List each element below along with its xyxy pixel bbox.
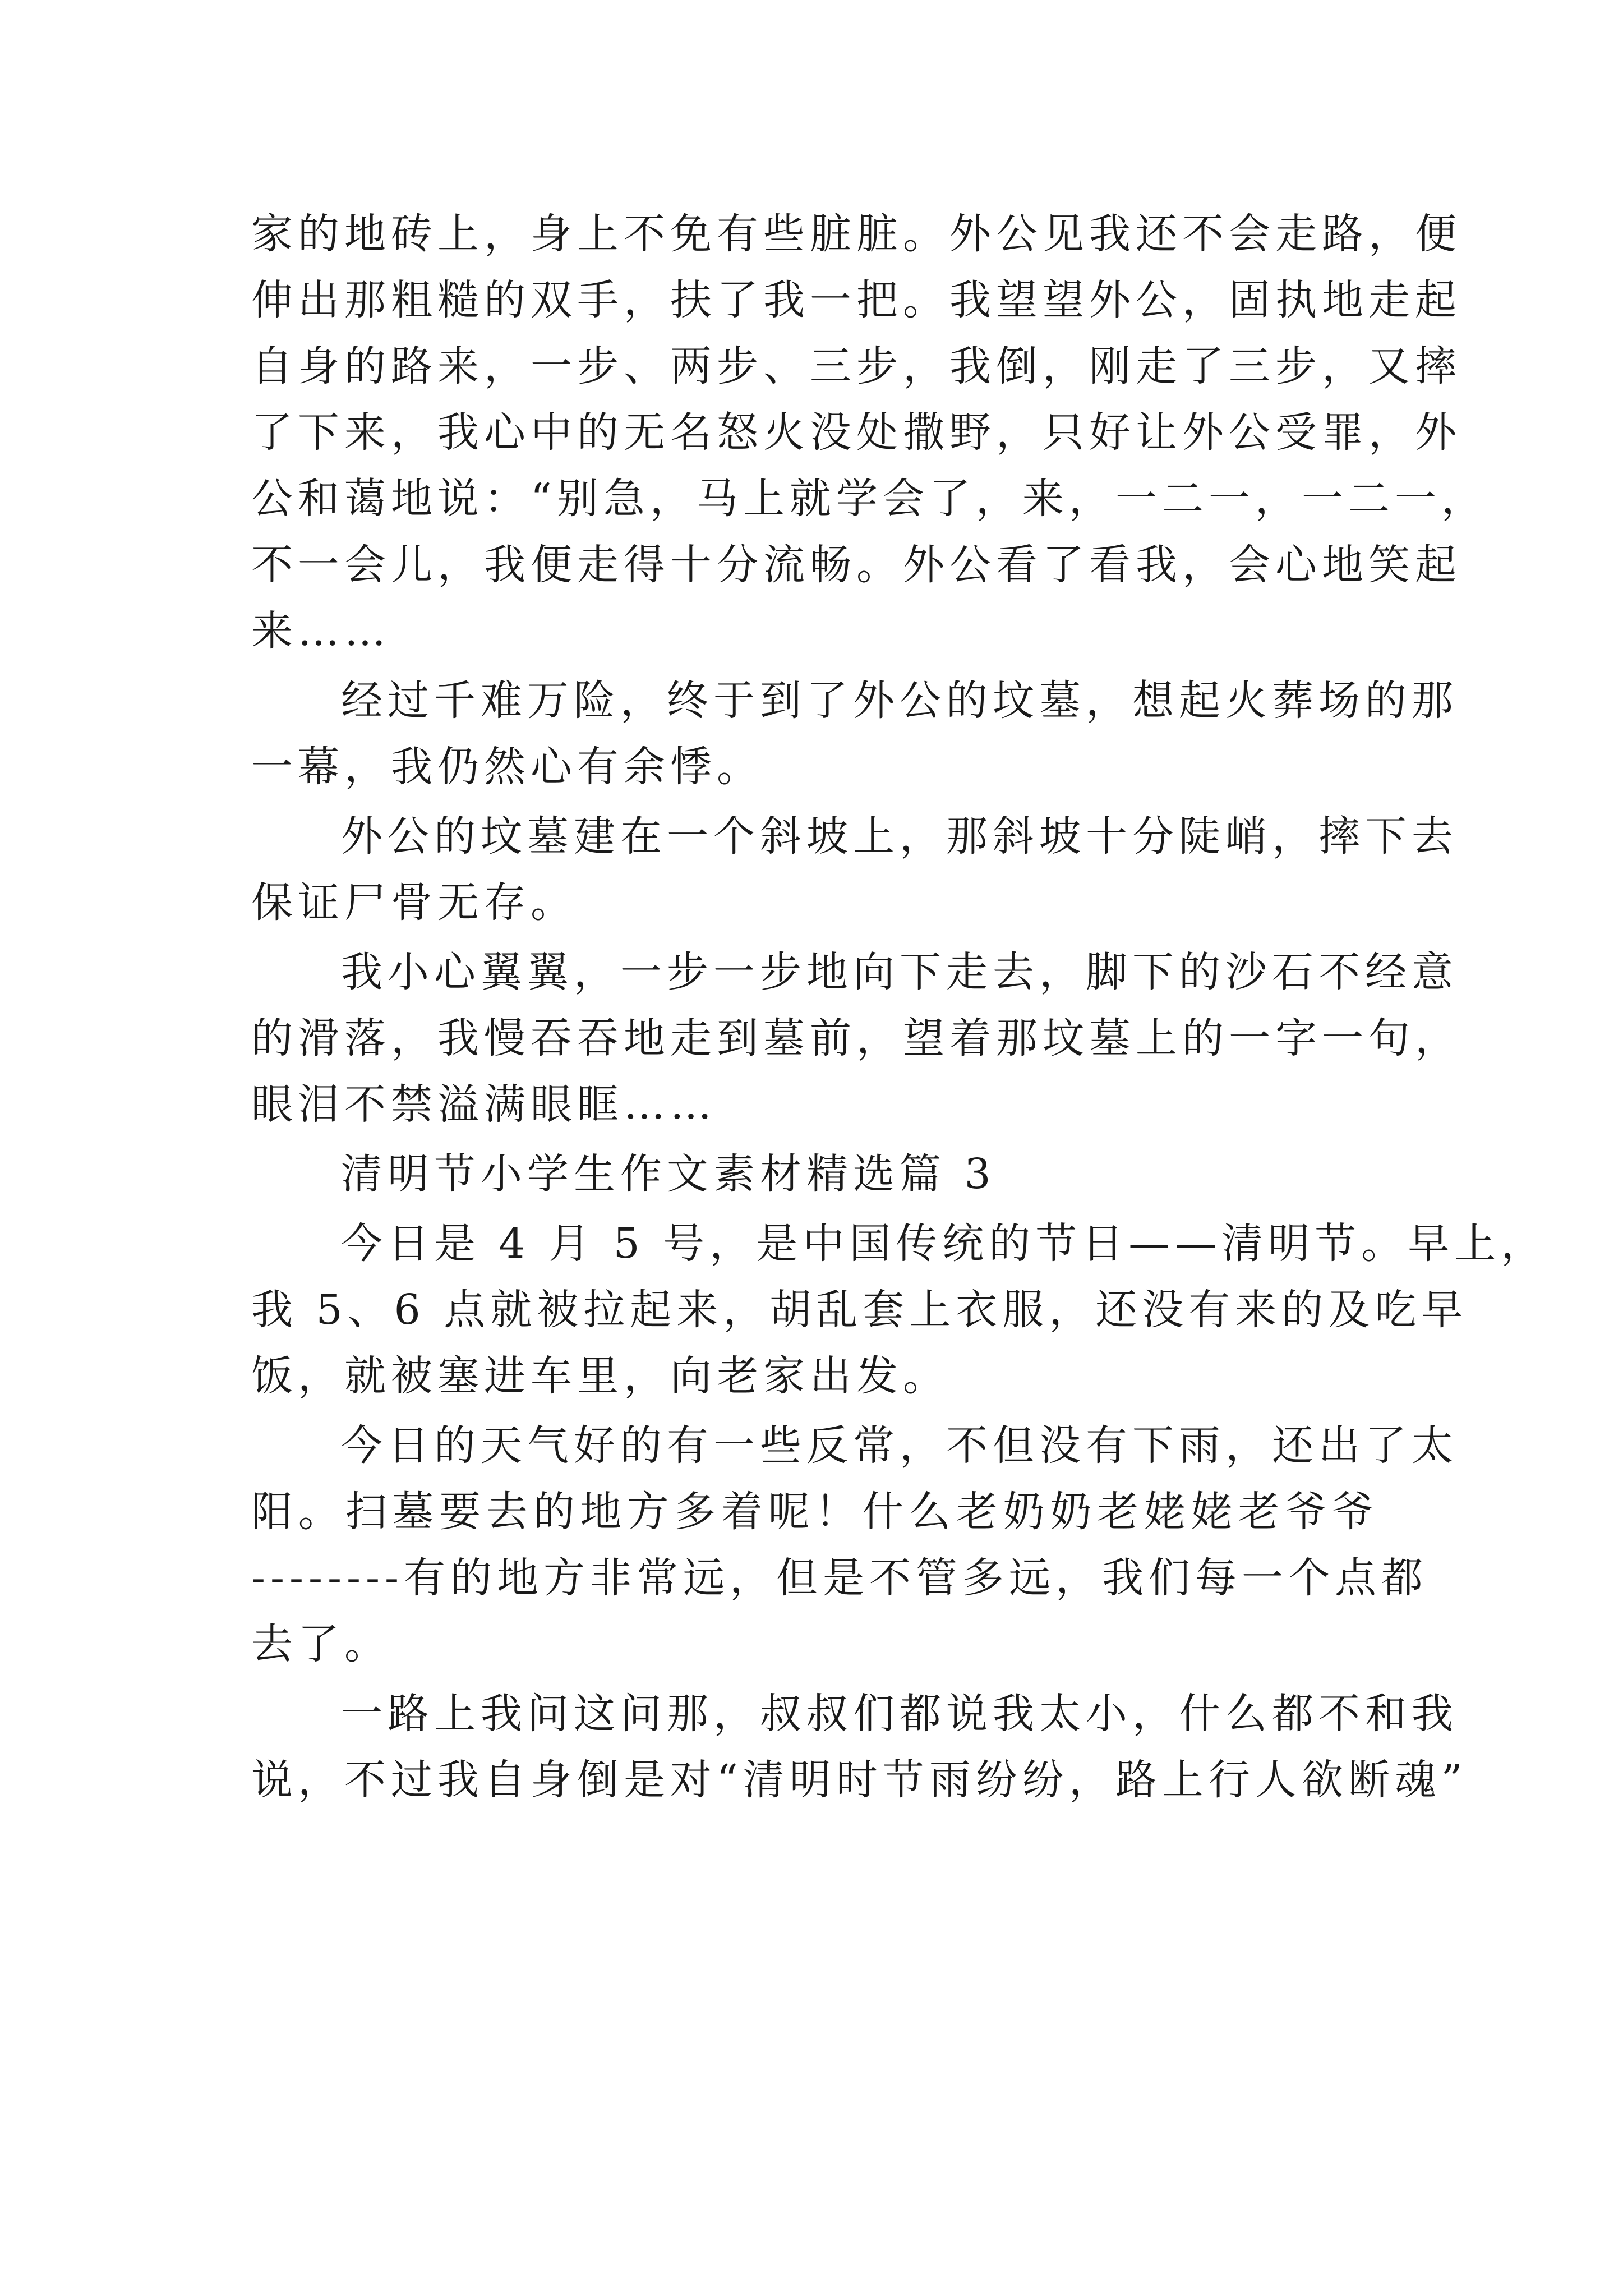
text-line: 饭，就被塞进车里，向老家出发。 [251, 1352, 949, 1400]
paragraph [251, 803, 1458, 936]
paragraph [251, 201, 1488, 664]
paragraph [251, 939, 1461, 1138]
text-line: 公和蔼地说：“别急，马上就学会了，来，一二一，一二一， [251, 475, 1488, 523]
text-line: 我小心翼翼，一步一步地向下走去，脚下的沙石不经意 [341, 948, 1458, 996]
text-line: 今日的天气好的有一些反常，不但没有下雨，还出了太 [341, 1421, 1458, 1470]
text-line: 阳。扫墓要去的地方多着呢！什么老奶奶老姥姥老爷爷 [251, 1488, 1378, 1536]
text-line: 说，不过我自身倒是对“清明时节雨纷纷，路上行人欲断魂” [251, 1756, 1468, 1804]
document-body [251, 201, 1548, 1816]
text-line: 今日是 4 月 5 号，是中国传统的节日——清明节。早上， [341, 1220, 1548, 1268]
paragraph [251, 668, 1458, 800]
paragraph [251, 1141, 1378, 1207]
text-line: 了下来，我心中的无名怒火没处撒野，只好让外公受罪，外 [251, 408, 1461, 457]
text-line: 伸出那粗糙的双手，扶了我一把。我望望外公，固执地走起 [251, 276, 1461, 324]
text-line: 一幕，我仍然心有余悸。 [251, 743, 763, 791]
text-line: --------有的地方非常远，但是不管多远，我们每一个点都 [251, 1554, 1428, 1602]
text-line: 去了。 [251, 1620, 391, 1668]
paragraph [251, 1211, 1548, 1409]
text-line: 经过千难万险，终于到了外公的坟墓，想起火葬场的那 [341, 677, 1458, 725]
text-line: 清明节小学生作文素材精选篇 3 [341, 1150, 996, 1198]
text-line: 自身的路来，一步、两步、三步，我倒，刚走了三步，又摔 [251, 342, 1461, 390]
text-line: 眼泪不禁溢满眼眶…… [251, 1080, 717, 1129]
text-line: 不一会儿，我便走得十分流畅。外公看了看我，会心地笑起 [251, 541, 1461, 589]
text-line: 一路上我问这问那，叔叔们都说我太小，什么都不和我 [341, 1690, 1458, 1738]
text-line: 家的地砖上，身上不免有些脏脏。外公见我还不会走路，便 [251, 210, 1461, 258]
text-line: 我 5、6 点就被拉起来，胡乱套上衣服，还没有来的及吃早 [251, 1286, 1468, 1334]
text-line: 保证尸骨无存。 [251, 878, 577, 927]
paragraph [251, 1681, 1468, 1813]
paragraph [251, 1412, 1458, 1677]
text-line: 来…… [251, 607, 391, 655]
text-line: 的滑落，我慢吞吞地走到墓前，望着那坟墓上的一字一句， [251, 1014, 1461, 1062]
text-line: 外公的坟墓建在一个斜坡上，那斜坡十分陡峭，摔下去 [341, 812, 1458, 861]
